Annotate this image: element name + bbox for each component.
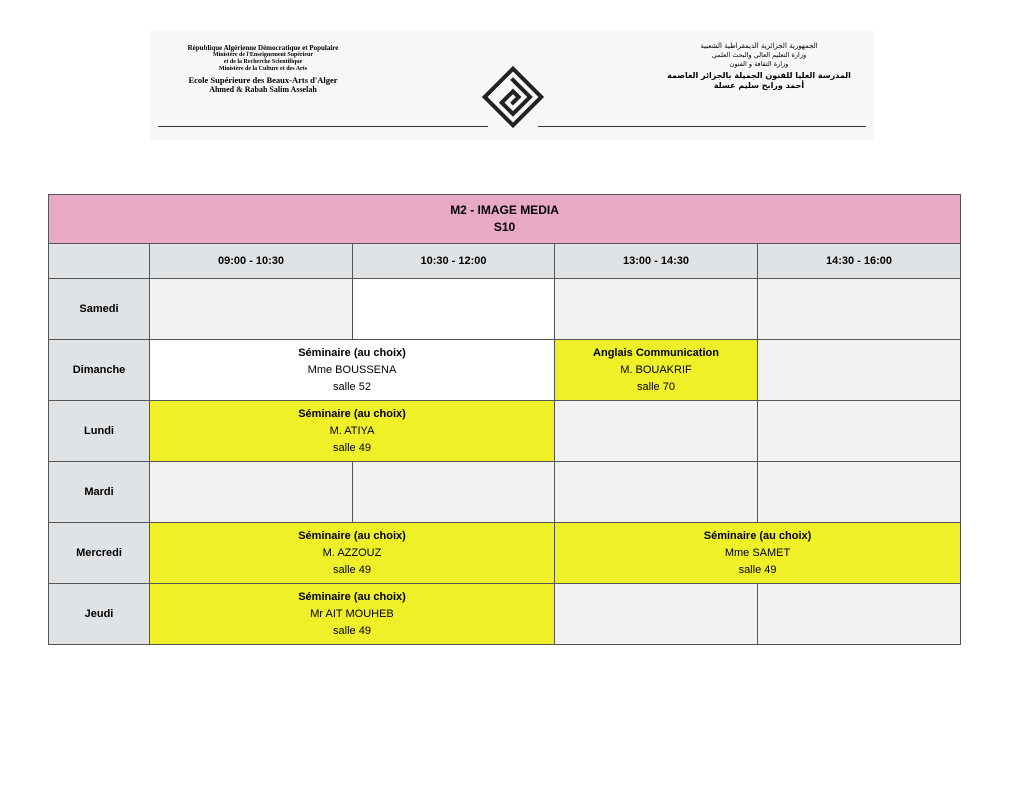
school-logo-icon [480, 64, 546, 130]
course-cell-dimanche-seminaire [150, 340, 555, 401]
letterhead-french-block [158, 44, 368, 95]
empty-slot [758, 401, 961, 462]
day-label: Lundi [49, 401, 150, 462]
course-cell-jeudi-seminaire [150, 584, 555, 645]
empty-slot [353, 462, 555, 523]
course-title: Séminaire (au choix) [298, 529, 406, 542]
course-cell-dimanche-anglais [555, 340, 758, 401]
course-room: salle 49 [333, 624, 371, 637]
day-row-mercredi [49, 523, 961, 584]
course-room: salle 52 [333, 380, 371, 393]
course-teacher: Mr AIT MOUHEB [310, 607, 394, 620]
course-title: Séminaire (au choix) [298, 590, 406, 603]
letterhead-arabic-block [654, 42, 864, 92]
course-teacher: Mme SAMET [724, 546, 791, 559]
day-row-jeudi [49, 584, 961, 645]
empty-slot [555, 279, 758, 340]
day-row-dimanche [49, 340, 961, 401]
slot-header: 14:30 - 16:00 [758, 244, 961, 279]
empty-slot [758, 340, 961, 401]
course-room: salle 49 [333, 441, 371, 454]
day-row-lundi [49, 401, 961, 462]
empty-slot [555, 584, 758, 645]
course-title: Séminaire (au choix) [298, 407, 406, 420]
letterhead [150, 30, 874, 140]
course-cell-mercredi-seminaire-am [150, 523, 555, 584]
course-room: salle 70 [637, 380, 675, 393]
letterhead-ministry-research: et de la Recherche Scientifique [223, 58, 303, 65]
empty-slot [758, 584, 961, 645]
empty-slot [555, 462, 758, 523]
day-label: Mardi [49, 462, 150, 523]
letterhead-rule-left [158, 126, 488, 127]
letterhead-arabic-dedication: أحمد ورابح سليم عسلة [713, 81, 805, 91]
course-teacher: M. ATIYA [329, 424, 375, 437]
timetable-title-cell [49, 195, 961, 244]
timetable-title: M2 - IMAGE MEDIA [450, 203, 559, 217]
timetable [48, 194, 961, 645]
timetable-semester: S10 [493, 220, 516, 234]
course-teacher: M. BOUAKRIF [620, 363, 692, 376]
letterhead-arabic-ministry-higher-ed: وزارة التعليم العالي والبحث العلمي [711, 51, 807, 60]
slot-header: 13:00 - 14:30 [555, 244, 758, 279]
letterhead-arabic-school-name: المدرسة العليا للفنون الجميلة بالجزائر العاصمة [667, 70, 851, 80]
empty-slot [150, 462, 353, 523]
course-room: salle 49 [333, 563, 371, 576]
letterhead-ministry-culture: Ministère de la Culture et des Arts [218, 65, 308, 72]
empty-slot [150, 279, 353, 340]
course-teacher: M. AZZOUZ [322, 546, 382, 559]
timetable-title-row [49, 195, 961, 244]
course-teacher: Mme BOUSSENA [307, 363, 397, 376]
letterhead-ministry-higher-ed: Ministère de l'Enseignement Supérieur [212, 52, 314, 59]
letterhead-arabic-republic: الجمهورية الجزائرية الديمقراطية الشعبية [700, 42, 818, 50]
day-label: Jeudi [49, 584, 150, 645]
day-row-mardi [49, 462, 961, 523]
course-cell-mercredi-seminaire-pm [555, 523, 961, 584]
day-label: Samedi [49, 279, 150, 340]
course-title: Anglais Communication [593, 346, 719, 359]
letterhead-arabic-ministry-culture: وزارة الثقافة و الفنون [729, 59, 789, 68]
day-row-samedi [49, 279, 961, 340]
day-label: Mercredi [49, 523, 150, 584]
empty-slot [353, 279, 555, 340]
course-title: Séminaire (au choix) [298, 346, 406, 359]
letterhead-school-name: Ecole Supérieure des Beaux-Arts d'Alger [188, 74, 338, 85]
letterhead-republic: République Algérienne Démocratique et Populaire [187, 44, 339, 52]
day-label: Dimanche [49, 340, 150, 401]
header-corner-cell [49, 244, 150, 279]
empty-slot [758, 462, 961, 523]
empty-slot [758, 279, 961, 340]
course-room: salle 49 [738, 563, 777, 576]
timetable-header-row [49, 244, 961, 279]
slot-header: 10:30 - 12:00 [353, 244, 555, 279]
letterhead-rule-right [538, 126, 866, 127]
empty-slot [555, 401, 758, 462]
slot-header: 09:00 - 10:30 [150, 244, 353, 279]
course-cell-lundi-seminaire [150, 401, 555, 462]
course-title: Séminaire (au choix) [703, 529, 812, 542]
letterhead-school-dedication: Ahmed & Rabah Salim Asselah [209, 85, 317, 95]
